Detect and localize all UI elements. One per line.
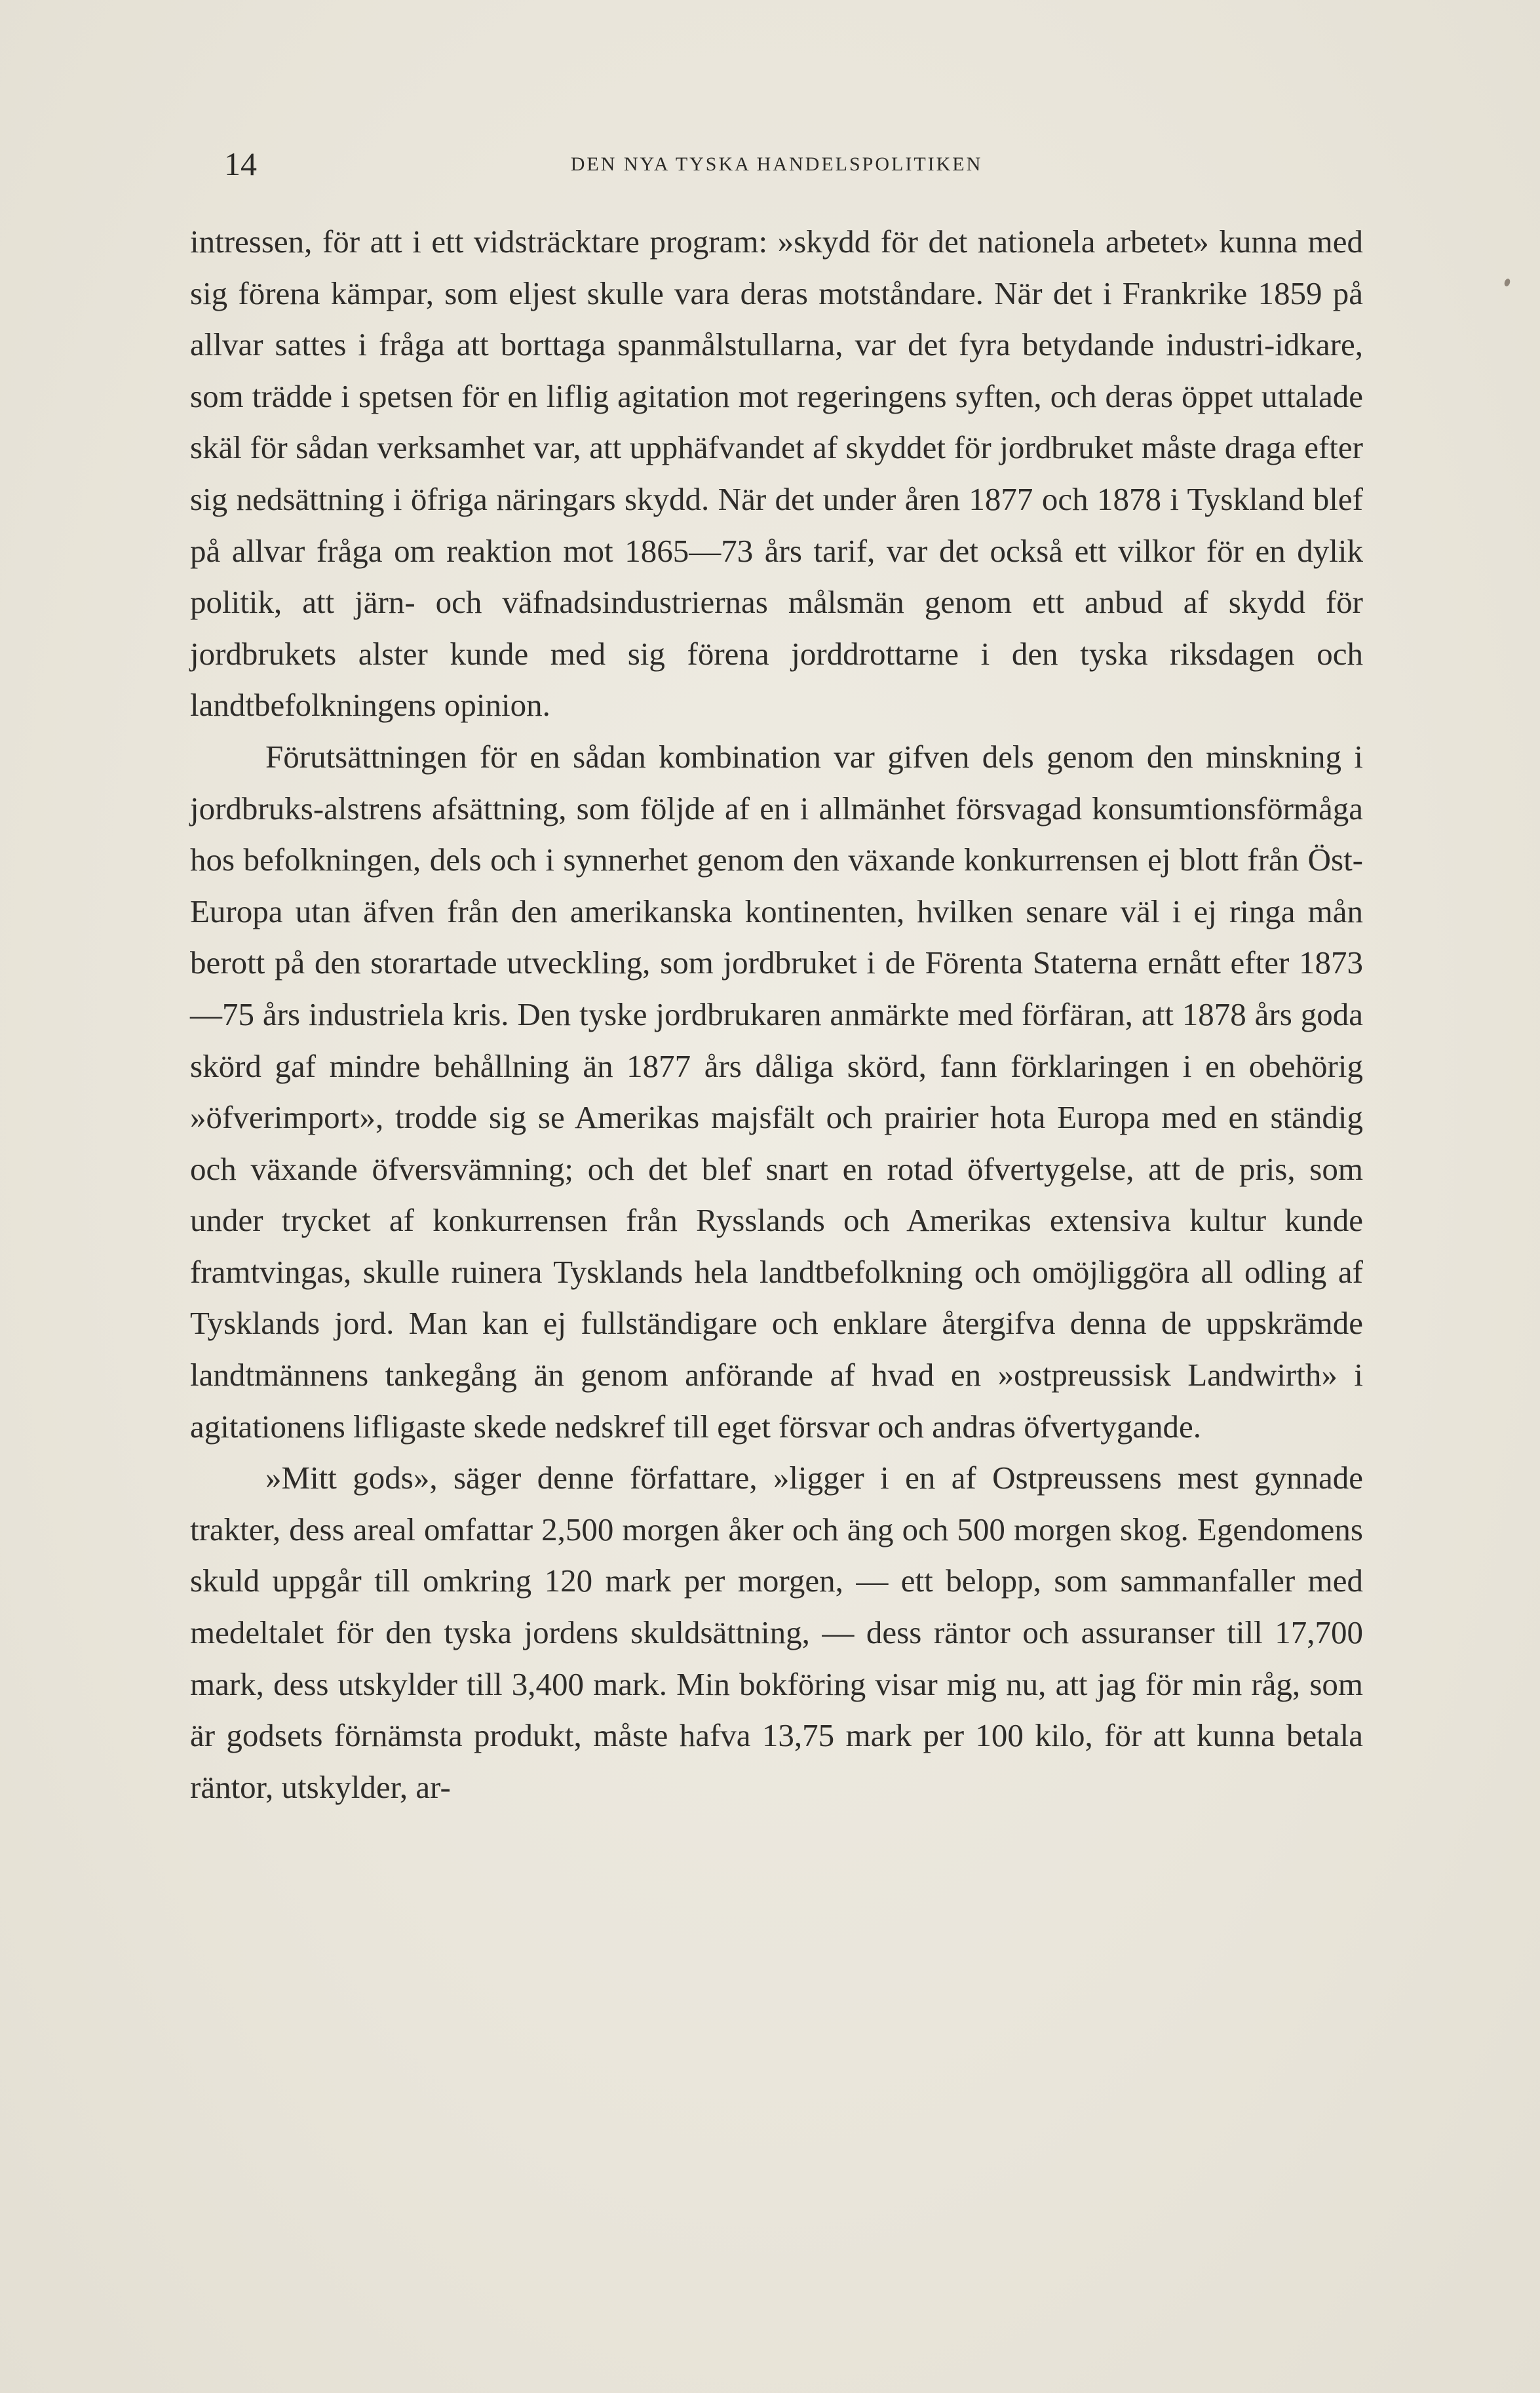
paragraph-2: Förutsättningen för en sådan kombination var gifven dels genom den minskning i jordbruks-alstrens afsättning, som följde af en i allmänhet försvagad konsumtionsförmåga hos befolkningen, dels och i synnerhet genom den växande konkurrensen ej blott från Öst-Europa utan äfven från den amerikanska kontinenten, hvilken senare väl i ej ringa mån berott på den storartade utveckling, som jordbruket i de Förenta Staterna ernått efter 1873—75 års industriela kris. Den tyske jordbrukaren anmärkte med förfäran, att 1878 års goda skörd gaf mindre behållning än 1877 års dåliga skörd, fann förklaringen i en obehörig »öfverimport», trodde sig se Amerikas majsfält och prairier hota Europa med en ständig och växande öfversvämning; och det blef snart en rotad öfvertygelse, att de pris, som under trycket af konkurrensen från Rysslands och Amerikas extensiva kultur kunde framtvingas, skulle ruinera Tysklands hela landtbefolkning och omöjliggöra all odling af Tysklands jord. Man kan ej fullständigare och enklare återgifva denna de uppskrämde landtmännens tankegång än genom anförande af hvad en »ostpreussisk Landwirth» i agitationens lifligaste skede nedskref till eget försvar och andras öfvertygande. <box>190 738 1363 1445</box>
paragraph-3: »Mitt gods», säger denne författare, »ligger i en af Ostpreussens mest gynnade trakter, dess areal omfattar 2,500 morgen åker och äng och 500 morgen skog. Egendomens skuld uppgår till omkring 120 mark per morgen, — ett belopp, som sammanfaller med medeltalet för den tyska jordens skuldsättning, — dess räntor och assuranser till 17,700 mark, dess utskylder till 3,400 mark. Min bokföring visar mig nu, att jag för min råg, som är godsets förnämsta produkt, måste hafva 13,75 mark per 100 kilo, för att kunna betala räntor, utskylder, ar- <box>190 1460 1363 1805</box>
body-text <box>190 216 1363 1813</box>
running-title: DEN NYA TYSKA HANDELSPOLITIKEN <box>570 153 983 175</box>
page-number: 14 <box>224 146 257 182</box>
paragraph-1: intressen, för att i ett vidsträcktare program: »skydd för det nationela arbetet» kunna med sig förena kämpar, som eljest skulle vara deras motståndare. När det i Frankrike 1859 på allvar sattes i fråga att borttaga spanmålstullarna, var det fyra betydande industri-idkare, som trädde i spetsen för en liflig agitation mot regeringens syften, och deras öppet uttalade skäl för sådan verksamhet var, att upphäfvandet af skyddet för jordbruket måste draga efter sig nedsättning i öfriga näringars skydd. När det under åren 1877 och 1878 i Tyskland blef på allvar fråga om reaktion mot 1865—73 års tarif, var det också ett vilkor för en dylik politik, att järn- och väfnadsindustriernas målsmän genom ett anbud af skydd för jordbrukets alster kunde med sig förena jorddrottarne i den tyska riksdagen och landtbefolkningens opinion. <box>190 224 1363 724</box>
page-header <box>190 144 1363 184</box>
paper-fleck <box>1503 278 1511 287</box>
